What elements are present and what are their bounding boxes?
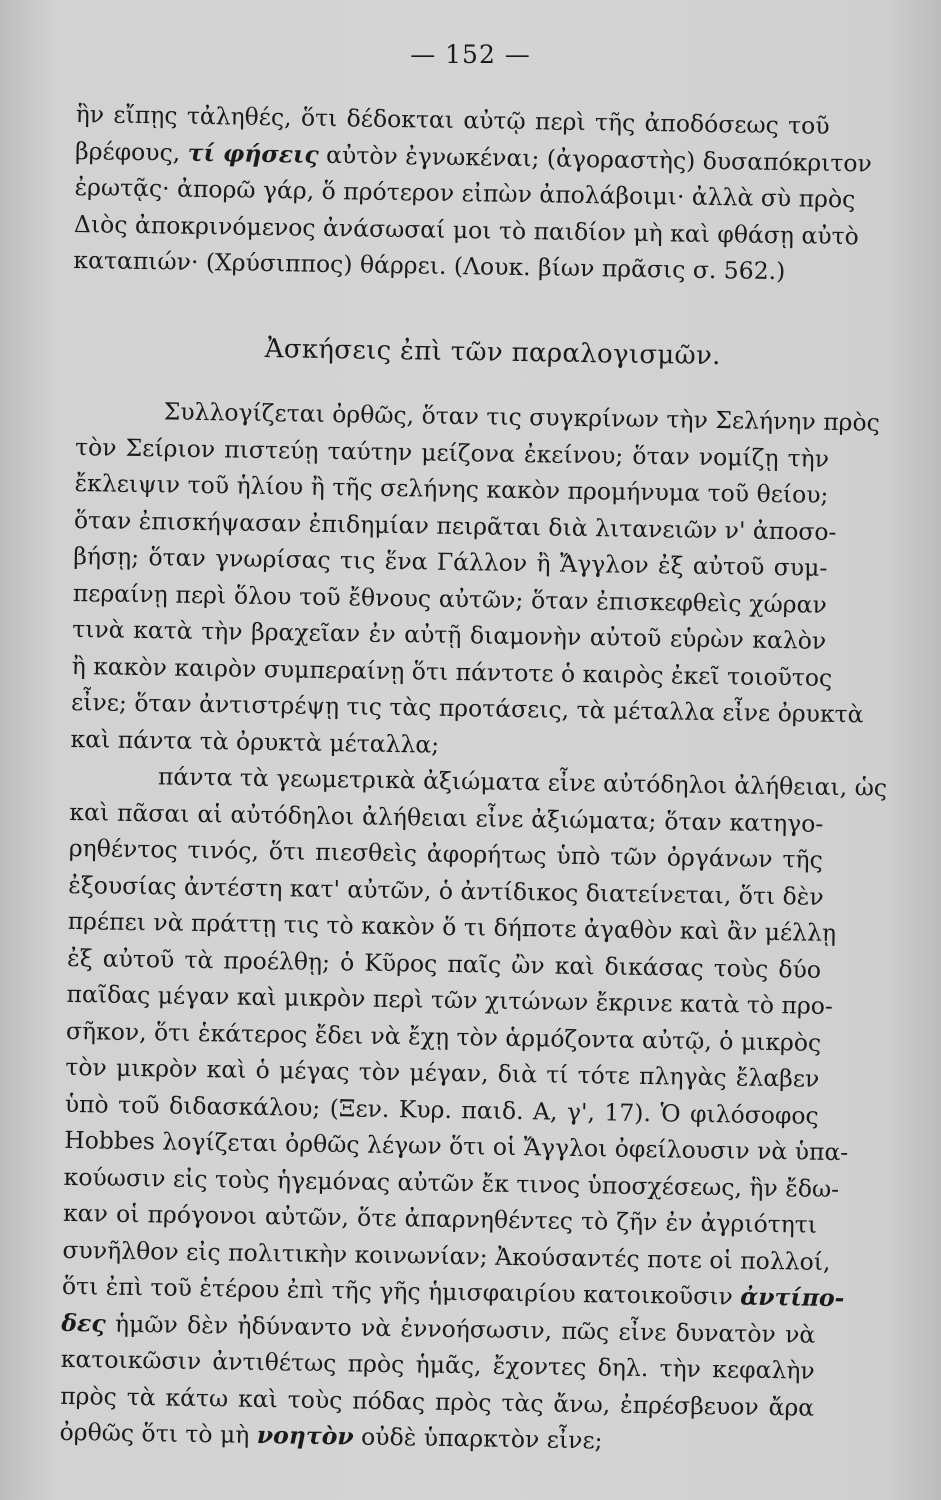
- text-line: πάντα τὰ γεωμετρικὰ ἀξιώματα εἶνε αὐτόδηλοι ἀλήθειαι, ὡς: [157, 762, 888, 802]
- text-line: καν οἱ πρόγονοι αὐτῶν, ὅτε ἀπαρνηθέντες τὸ ζῆν ἐν ἀγριότητι: [62, 1198, 818, 1239]
- text-line: βήσῃ; ὅταν γνωρίσας τις ἕνα Γάλλον ἢ Ἄγγλον ἐξ αὐτοῦ συμ-: [73, 541, 828, 582]
- paragraph-2: [59, 392, 888, 1462]
- text-line: κούωσιν εἰς τοὺς ἡγεμόνας αὐτῶν ἔκ τινος ὑποσχέσεως, ἣν ἔδω-: [63, 1162, 840, 1203]
- text-line: Διὸς ἀποκρινόμενος ἀνάσωσαί μοι τὸ παιδίον μὴ καὶ φθάσῃ αὐτὸ: [73, 209, 859, 250]
- text-line: εἶνε; ὅταν ἀντιστρέψῃ τις τὰς προτάσεις, τὰ μέταλλα εἶνε ὀρυκτὰ: [70, 687, 864, 729]
- text-line: σῆκον, ὅτι ἑκάτερος ἔδει νὰ ἔχῃ τὸν ἁρμόζοντα αὐτῷ, ὁ μικρὸς: [65, 1016, 822, 1057]
- emphasis-text: τί φήσεις: [187, 138, 319, 169]
- text-line: ἐρωτᾷς· ἀπορῶ γάρ, ὅ πρότερον εἰπὼν ἀπολάβοιμι· ἀλλὰ σὺ πρὸς: [74, 172, 856, 214]
- text-segment: βρέφους,: [74, 136, 188, 167]
- text-line: πρὸς τὰ κάτω καὶ τοὺς πόδας πρὸς τὰς ἄνω, ἐπρέσβευον ἄρα: [60, 1381, 815, 1422]
- text-segment: ἡμῶν δὲν ἠδύναντο νὰ ἐννοήσωσιν, πῶς εἶνε δυνατὸν νὰ: [105, 1309, 816, 1349]
- text-line: ἐξουσίας ἀντέστη κατ' αὐτῶν, ὁ ἀντίδικος διατείνεται, ὅτι δὲν: [68, 870, 824, 911]
- text-line: περαίνῃ περὶ ὅλου τοῦ ἔθνους αὐτῶν; ὅταν ἐπισκεφθεὶς χώραν: [72, 578, 827, 619]
- text-line: καὶ πάντα τὰ ὀρυκτὰ μέταλλα;: [70, 724, 440, 759]
- text-line: ὅταν ἐπισκήψασαν ἐπιδημίαν πειρᾶται διὰ λιτανειῶν ν' ἀποσο-: [73, 505, 837, 546]
- text-line: τὸν Σείριον πιστεύῃ ταύτην μείζονα ἐκείνου; ὅταν νομίζῃ τὴν: [74, 432, 830, 473]
- text-line: ἐξ αὐτοῦ τὰ προέλθῃ; ὁ Κῦρος παῖς ὢν καὶ δικάσας τοὺς δύο: [66, 943, 822, 984]
- text-line: καὶ πᾶσαι αἱ αὐτόδηλοι ἀλήθειαι εἶνε ἀξιώματα; ὅταν κατηγο-: [69, 797, 824, 838]
- text-line: κατοικῶσιν ἀντιθέτως πρὸς ἡμᾶς, ἔχοντες δηλ. τὴν κεφαλὴν: [60, 1344, 815, 1385]
- text-line: παῖδας μέγαν καὶ μικρὸν περὶ τῶν χιτώνων ἔκρινε κατὰ τὸ προ-: [66, 979, 834, 1020]
- text-line: ὑπὸ τοῦ διδασκάλου; (Ξεν. Κυρ. παιδ. Α, γ', 17). Ὁ φιλόσοφος: [64, 1089, 819, 1130]
- text-line: Συλλογίζεται ὀρθῶς, ὅταν τις συγκρίνων τὴν Σελήνην πρὸς: [163, 397, 880, 437]
- text-line: Hobbes λογίζεται ὀρθῶς λέγων ὅτι οἱ Ἄγγλοι ὀφείλουσιν νὰ ὑπα-: [64, 1125, 849, 1167]
- text-line: συνῆλθον εἰς πολιτικὴν κοινωνίαν; Ἀκούσαντές ποτε οἱ πολλοί,: [62, 1235, 831, 1276]
- section-heading: Ἀσκήσεις ἐπὶ τῶν παραλογισμῶν.: [264, 334, 721, 372]
- text-line: ἔκλειψιν τοῦ ἡλίου ἢ τῆς σελήνης κακὸν προμήνυμα τοῦ θείου;: [74, 468, 829, 509]
- emphasis-text: δες: [61, 1308, 106, 1338]
- text-segment: αὐτὸν ἐγνωκέναι; (ἀγοραστὴς) δυσαπόκριτον: [318, 140, 873, 178]
- text-segment: ὀρθῶς ὅτι τὸ μὴ: [59, 1417, 258, 1449]
- text-segment: οὐδὲ ὑπαρκτὸν εἶνε;: [353, 1422, 603, 1455]
- text-segment: ὅτι ἐπὶ τοῦ ἑτέρου ἐπὶ τῆς γῆς ἡμισφαιρίου κατοικοῦσιν: [61, 1271, 741, 1311]
- text-line: πρέπει νὰ πράττῃ τις τὸ κακὸν ὅ τι δήποτε ἀγαθὸν καὶ ἂν μέλλῃ: [67, 906, 837, 948]
- text-line: τὸν μικρὸν καὶ ὁ μέγας τὸν μέγαν, διὰ τί τότε πληγὰς ἔλαβεν: [65, 1052, 820, 1093]
- paragraph-1: [73, 96, 873, 290]
- page-number: — 152 —: [410, 40, 531, 69]
- emphasis-text: νοητὸν: [256, 1420, 354, 1451]
- text-line: καταπιών· (Χρύσιππος) θάρρει. (Λουκ. βίων πρᾶσις σ. 562.): [73, 245, 786, 286]
- text-line: ἢ κακὸν καιρὸν συμπεραίνῃ ὅτι πάντοτε ὁ καιρὸς ἐκεῖ τοιοῦτος: [71, 651, 833, 692]
- emphasis-text: ἀντίπο-: [739, 1282, 845, 1313]
- text-line: ρηθέντος τινός, ὅτι πιεσθεὶς ἀφορήτως ὑπὸ τῶν ὀργάνων τῆς: [68, 833, 823, 874]
- text-line: τινὰ κατὰ τὴν βραχεῖαν ἐν αὐτῇ διαμονὴν αὐτοῦ εὑρὼν καλὸν: [72, 614, 827, 655]
- text-line: ἣν εἴπῃς τἀληθές, ὅτι δέδοκται αὐτῷ περὶ τῆς ἀποδόσεως τοῦ: [75, 99, 830, 140]
